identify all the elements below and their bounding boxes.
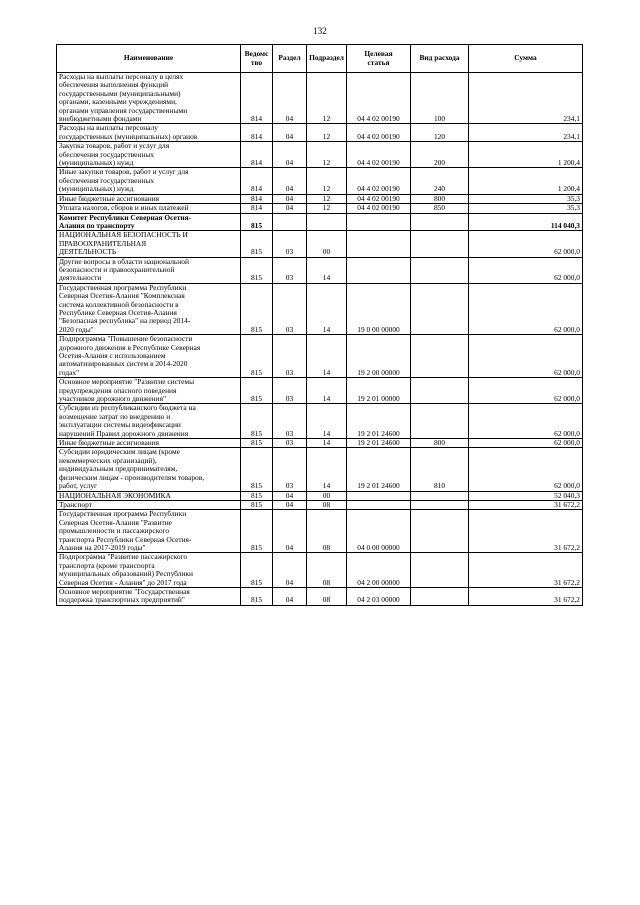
header-target: Целевая статья — [347, 45, 411, 73]
cell-sum: 31 672,2 — [469, 510, 583, 553]
cell-dept: 815 — [241, 439, 273, 448]
cell-target: 19 2 01 24600 — [347, 439, 411, 448]
table-row — [57, 168, 583, 194]
cell-section: 04 — [273, 510, 307, 553]
cell-dept: 814 — [241, 204, 273, 213]
cell-expense-type — [411, 257, 469, 283]
cell-dept: 815 — [241, 231, 273, 257]
table-row — [57, 587, 583, 605]
cell-target: 19 2 01 24600 — [347, 448, 411, 491]
cell-subsection: 08 — [307, 553, 347, 588]
cell-name: Транспорт — [57, 500, 241, 509]
table-row — [57, 142, 583, 168]
table-row — [57, 378, 583, 404]
cell-sum: 62 000,0 — [469, 378, 583, 404]
cell-dept: 815 — [241, 378, 273, 404]
cell-target — [347, 213, 411, 231]
cell-subsection: 14 — [307, 448, 347, 491]
cell-expense-type: 800 — [411, 439, 469, 448]
cell-subsection: 12 — [307, 168, 347, 194]
cell-section: 03 — [273, 335, 307, 378]
cell-name: Субсидии из республиканского бюджета на возмещение затрат по внедрению и эксплуатации системы видеофиксации нарушений Правил дорожного движения — [57, 404, 241, 439]
table-row — [57, 213, 583, 231]
cell-target: 04 4 02 00190 — [347, 204, 411, 213]
cell-subsection: 14 — [307, 378, 347, 404]
cell-subsection: 08 — [307, 587, 347, 605]
cell-dept: 815 — [241, 553, 273, 588]
cell-target: 04 4 02 00190 — [347, 194, 411, 203]
header-section: Раздел — [273, 45, 307, 73]
cell-sum: 62 000,0 — [469, 335, 583, 378]
cell-name: НАЦИОНАЛЬНАЯ БЕЗОПАСНОСТЬ И ПРАВООХРАНИТЕЛЬНАЯ ДЕЯТЕЛЬНОСТЬ — [57, 231, 241, 257]
cell-subsection: 12 — [307, 142, 347, 168]
cell-name: Государственная программа Республики Северная Осетия-Алания "Комплексная система коллективной безопасности в Республике Северная Осетия-Алания "Безопасная республика" на период 2014- 2020 годы" — [57, 283, 241, 334]
table-body — [57, 73, 583, 606]
table-row — [57, 73, 583, 124]
cell-subsection: 12 — [307, 194, 347, 203]
cell-name: Основное мероприятие "Государственная поддержка транспортных предприятий" — [57, 587, 241, 605]
table-row — [57, 404, 583, 439]
cell-expense-type — [411, 335, 469, 378]
cell-name: Уплата налогов, сборов и иных платежей — [57, 204, 241, 213]
cell-expense-type: 800 — [411, 194, 469, 203]
cell-dept: 815 — [241, 404, 273, 439]
cell-dept: 814 — [241, 124, 273, 142]
cell-expense-type — [411, 553, 469, 588]
cell-expense-type — [411, 404, 469, 439]
cell-section: 03 — [273, 257, 307, 283]
cell-target — [347, 500, 411, 509]
cell-name: Расходы на выплаты персоналу государственных (муниципальных) органов — [57, 124, 241, 142]
cell-target: 04 2 00 00000 — [347, 553, 411, 588]
cell-dept: 814 — [241, 168, 273, 194]
header-expense-type: Вид расхода — [411, 45, 469, 73]
cell-section: 03 — [273, 283, 307, 334]
table-header-row — [57, 45, 583, 73]
cell-sum: 35,3 — [469, 194, 583, 203]
cell-sum: 31 672,2 — [469, 553, 583, 588]
cell-subsection: 08 — [307, 500, 347, 509]
table-row — [57, 553, 583, 588]
cell-dept: 815 — [241, 213, 273, 231]
cell-name: Основное мероприятие "Развитие системы предупреждения опасного поведения участников дорожного движения" — [57, 378, 241, 404]
cell-dept: 815 — [241, 500, 273, 509]
cell-section: 03 — [273, 404, 307, 439]
cell-expense-type: 200 — [411, 142, 469, 168]
cell-sum: 62 000,0 — [469, 404, 583, 439]
cell-sum: 31 672,2 — [469, 587, 583, 605]
cell-subsection: 00 — [307, 491, 347, 500]
cell-section: 04 — [273, 491, 307, 500]
cell-name: НАЦИОНАЛЬНАЯ ЭКОНОМИКА — [57, 491, 241, 500]
cell-sum: 62 000,0 — [469, 448, 583, 491]
cell-expense-type: 810 — [411, 448, 469, 491]
cell-section: 04 — [273, 124, 307, 142]
cell-target — [347, 231, 411, 257]
cell-sum: 114 040,3 — [469, 213, 583, 231]
table-row — [57, 448, 583, 491]
cell-expense-type: 240 — [411, 168, 469, 194]
cell-subsection: 14 — [307, 283, 347, 334]
cell-name: Подпрограмма "Повышение безопасности дорожного движения в Республике Северная Осетия-Алания с использованием автоматизированных систем в 2014-2020 годах" — [57, 335, 241, 378]
cell-subsection — [307, 213, 347, 231]
cell-section: 03 — [273, 448, 307, 491]
cell-subsection: 14 — [307, 257, 347, 283]
table-row — [57, 510, 583, 553]
cell-target: 19 2 00 00000 — [347, 335, 411, 378]
table-row — [57, 204, 583, 213]
cell-name: Иные бюджетные ассигнования — [57, 439, 241, 448]
cell-name: Иные закупки товаров, работ и услуг для обеспечения государственных (муниципальных) нужд — [57, 168, 241, 194]
cell-name: Другие вопросы в области национальной безопасности и правоохранительной деятельности — [57, 257, 241, 283]
cell-sum: 234,1 — [469, 124, 583, 142]
cell-section: 04 — [273, 500, 307, 509]
cell-dept: 814 — [241, 194, 273, 203]
page-number: 132 — [313, 26, 327, 36]
table-row — [57, 124, 583, 142]
cell-dept: 814 — [241, 73, 273, 124]
cell-subsection: 14 — [307, 404, 347, 439]
cell-expense-type — [411, 587, 469, 605]
cell-target: 04 2 03 00000 — [347, 587, 411, 605]
header-dept: Ведомс тво — [241, 45, 273, 73]
table-row — [57, 283, 583, 334]
cell-target: 19 2 01 00000 — [347, 378, 411, 404]
cell-sum: 31 672,2 — [469, 500, 583, 509]
cell-expense-type — [411, 283, 469, 334]
cell-expense-type: 120 — [411, 124, 469, 142]
cell-target: 04 4 02 00190 — [347, 124, 411, 142]
cell-sum: 62 000,0 — [469, 231, 583, 257]
table-row — [57, 335, 583, 378]
cell-name: Иные бюджетные ассигнования — [57, 194, 241, 203]
cell-subsection: 14 — [307, 335, 347, 378]
cell-section: 04 — [273, 204, 307, 213]
cell-expense-type — [411, 500, 469, 509]
cell-expense-type: 100 — [411, 73, 469, 124]
cell-target: 19 2 01 24600 — [347, 404, 411, 439]
cell-name: Субсидии юридическим лицам (кроме некоммерческих организаций), индивидуальным предпринимателям, физическим лицам - производителям товаров, работ, услуг — [57, 448, 241, 491]
cell-subsection: 00 — [307, 231, 347, 257]
budget-table — [56, 44, 583, 606]
cell-section — [273, 213, 307, 231]
cell-section: 04 — [273, 142, 307, 168]
cell-section: 04 — [273, 194, 307, 203]
cell-dept: 815 — [241, 283, 273, 334]
cell-subsection: 08 — [307, 510, 347, 553]
cell-dept: 815 — [241, 335, 273, 378]
cell-expense-type: 850 — [411, 204, 469, 213]
cell-section: 04 — [273, 168, 307, 194]
table-row — [57, 257, 583, 283]
cell-target: 04 4 02 00190 — [347, 168, 411, 194]
cell-sum: 234,1 — [469, 73, 583, 124]
cell-name: Расходы на выплаты персоналу в целях обеспечения выполнения функций государственными (муниципальными) органами, казенными учреждениями, органами управления государственными внебюджетными фондами — [57, 73, 241, 124]
cell-subsection: 12 — [307, 124, 347, 142]
cell-expense-type — [411, 491, 469, 500]
cell-subsection: 12 — [307, 73, 347, 124]
cell-sum: 62 000,0 — [469, 283, 583, 334]
cell-name: Комитет Республики Северная Осетия- Алания по транспорту — [57, 213, 241, 231]
cell-dept: 815 — [241, 448, 273, 491]
cell-sum: 1 200,4 — [469, 142, 583, 168]
table-row — [57, 231, 583, 257]
cell-sum: 52 040,3 — [469, 491, 583, 500]
cell-section: 03 — [273, 439, 307, 448]
cell-section: 03 — [273, 378, 307, 404]
header-subsection: Подраздел — [307, 45, 347, 73]
cell-target — [347, 257, 411, 283]
cell-subsection: 12 — [307, 204, 347, 213]
cell-expense-type — [411, 378, 469, 404]
cell-dept: 815 — [241, 510, 273, 553]
cell-dept: 814 — [241, 142, 273, 168]
cell-target: 19 0 00 00000 — [347, 283, 411, 334]
cell-section: 04 — [273, 553, 307, 588]
cell-subsection: 14 — [307, 439, 347, 448]
cell-dept: 815 — [241, 491, 273, 500]
cell-expense-type — [411, 213, 469, 231]
cell-target: 04 0 00 00000 — [347, 510, 411, 553]
cell-expense-type — [411, 510, 469, 553]
cell-target: 04 4 02 00190 — [347, 142, 411, 168]
cell-sum: 62 000,0 — [469, 439, 583, 448]
table-row — [57, 491, 583, 500]
cell-sum: 35,3 — [469, 204, 583, 213]
header-sum: Сумма — [469, 45, 583, 73]
cell-expense-type — [411, 231, 469, 257]
cell-dept: 815 — [241, 587, 273, 605]
cell-section: 04 — [273, 587, 307, 605]
cell-sum: 1 200,4 — [469, 168, 583, 194]
cell-name: Подпрограмма "Развитие пассажирского транспорта (кроме транспорта муниципальных образований) Республики Северная Осетия - Алания" до 2017 года — [57, 553, 241, 588]
cell-dept: 815 — [241, 257, 273, 283]
cell-target: 04 4 02 00190 — [347, 73, 411, 124]
cell-name: Государственная программа Республики Северная Осетия-Алания "Развитие промышленности и пассажирского транспорта Республики Северная Осетия- Алания на 2017-2019 годы" — [57, 510, 241, 553]
cell-target — [347, 491, 411, 500]
cell-section: 04 — [273, 73, 307, 124]
cell-sum: 62 000,0 — [469, 257, 583, 283]
cell-name: Закупка товаров, работ и услуг для обеспечения государственных (муниципальных) нужд — [57, 142, 241, 168]
header-name: Наименование — [57, 45, 241, 73]
cell-section: 03 — [273, 231, 307, 257]
